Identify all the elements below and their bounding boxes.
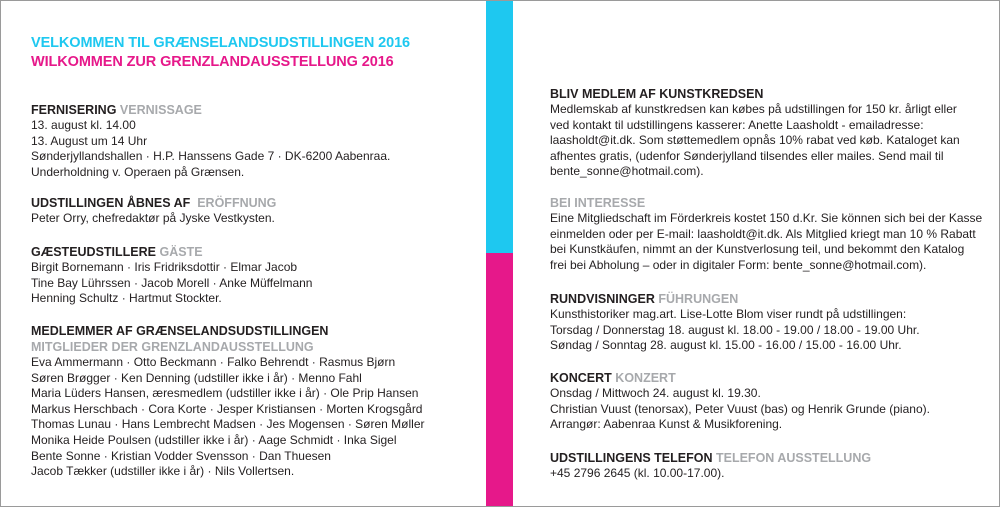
text-line: Søren Brøgger · Ken Denning (udstiller ikke i år) · Menno Fahl [31,370,362,385]
title-german: WILKOMMEN ZUR GRENZLANDAUSSTELLUNG 2016 [31,54,394,70]
section-interesse [550,195,982,273]
heading-koncert: KONCERT KONZERT [550,371,676,385]
section-gaester [31,244,312,307]
text-line: Thomas Lunau · Hans Lembrecht Madsen · Jes Mogensen · Søren Møller [31,417,425,432]
heading-medlemmer: MEDLEMMER AF GRÆNSELANDSUDSTILLINGEN [31,324,329,338]
text-line: ved kontakt til udstillingens kasserer: Anette Laasholdt - emailadresse: [550,117,924,132]
text-line: Jacob Tækker (udstiller ikke i år) · Nils Vollertsen. [31,464,295,479]
heading-interesse: BEI INTERESSE [550,196,646,210]
text-line: Bente Sonne · Kristian Vodder Svensson · Dan Thuesen [31,448,331,463]
section-fernisering [31,102,390,180]
text-line: Onsdag / Mittwoch 24. august kl. 19.30. [550,386,761,400]
text-line: einmelden oder per E-mail: laasholdt@it.dk. Als Mitglied kriegt man 10 % Rabatt [550,226,976,241]
heading-medlem: BLIV MEDLEM AF KUNSTKREDSEN [550,87,764,101]
text-line: Eva Ammermann · Otto Beckmann · Falko Behrendt · Rasmus Bjørn [31,355,396,369]
text-line: bei Kunstkäufen, nimmt an der Kunstverlosung teil, und bekommt den Katalog [550,242,965,257]
text-line: +45 2796 2645 (kl. 10.00-17.00). [550,466,725,480]
text-line: Medlemskab af kunstkredsen kan købes på udstillingen for 150 kr. årligt eller [550,102,957,116]
text-line: bente_sonne@hotmail.com). [550,164,704,179]
text-line: Eine Mitgliedschaft im Förderkreis kostet 150 d.Kr. Sie können sich bei der Kasse [550,211,983,225]
text-line: Markus Herschbach · Cora Korte · Jesper Kristiansen · Morten Krogsgård [31,401,423,416]
text-line: Birgit Bornemann · Iris Fridriksdottir · Elmar Jacob [31,260,298,274]
text-line: Maria Lüders Hansen, æresmedlem (udstiller ikke i år) · Ole Prip Hansen [31,386,419,401]
text-line: Torsdag / Donnerstag 18. august kl. 18.00 - 19.00 / 18.00 - 19.00 Uhr. [550,322,920,337]
section-rundvisninger [550,291,920,354]
text-line: Underholdning v. Operaen på Grænsen. [31,164,245,179]
section-telefon [550,450,871,482]
heading-telefon: UDSTILLINGENS TELEFON TELEFON AUSSTELLUNG [550,451,872,465]
text-line: Henning Schultz · Hartmut Stockter. [31,291,222,306]
section-aabnes [31,195,276,227]
section-koncert [550,370,930,433]
text-line: Sønderjyllandshallen · H.P. Hanssens Gade 7 · DK-6200 Aabenraa. [31,149,391,164]
text-line: Monika Heide Poulsen (udstiller ikke i år) · Aage Schmidt · Inka Sigel [31,432,397,447]
title-danish: VELKOMMEN TIL GRÆNSELANDSUDSTILLINGEN 2016 [31,35,411,51]
text-line: Christian Vuust (tenorsax), Peter Vuust (bas) og Henrik Grunde (piano). [550,401,930,416]
text-line: laasholdt@it.dk. Som støttemedlem opnås 10% rabat ved køb. Kataloget kan [550,133,960,148]
heading-medlemmer-de: MITGLIEDER DER GRENZLANDAUSSTELLUNG [31,340,314,354]
heading-rundvisninger: RUNDVISNINGER FÜHRUNGEN [550,292,739,306]
heading-gaester: GÆSTEUDSTILLERE GÄSTE [31,245,203,259]
text-line: Søndag / Sonntag 28. august kl. 15.00 - 16.00 / 15.00 - 16.00 Uhr. [550,338,902,353]
text-line: frei bei Abholung – oder in digitaler Form: bente_sonne@hotmail.com). [550,257,927,272]
text-line: Arrangør: Aabenraa Kunst & Musikforening. [550,417,783,432]
text-line: Tine Bay Lührssen · Jacob Morell · Anke Müffelmann [31,275,313,290]
heading-aabnes: UDSTILLINGEN ÅBNES AF ERÖFFNUNG [31,196,277,210]
text-line: Kunsthistoriker mag.art. Lise-Lotte Blom viser rundt på udstillingen: [550,307,907,321]
section-medlem [550,86,960,180]
cyan-stripe [486,1,513,253]
text-line: 13. August um 14 Uhr [31,133,148,148]
section-medlemmer [31,323,425,480]
text-line: afhentes gratis, (udenfor Sønderjylland tilsendes eller mailes. Send mail til [550,148,944,163]
text-line: 13. august kl. 14.00 [31,118,136,132]
text-line: Peter Orry, chefredaktør på Jyske Vestkysten. [31,211,275,225]
heading-fernisering: FERNISERING VERNISSAGE [31,103,202,117]
magenta-stripe [486,253,513,506]
